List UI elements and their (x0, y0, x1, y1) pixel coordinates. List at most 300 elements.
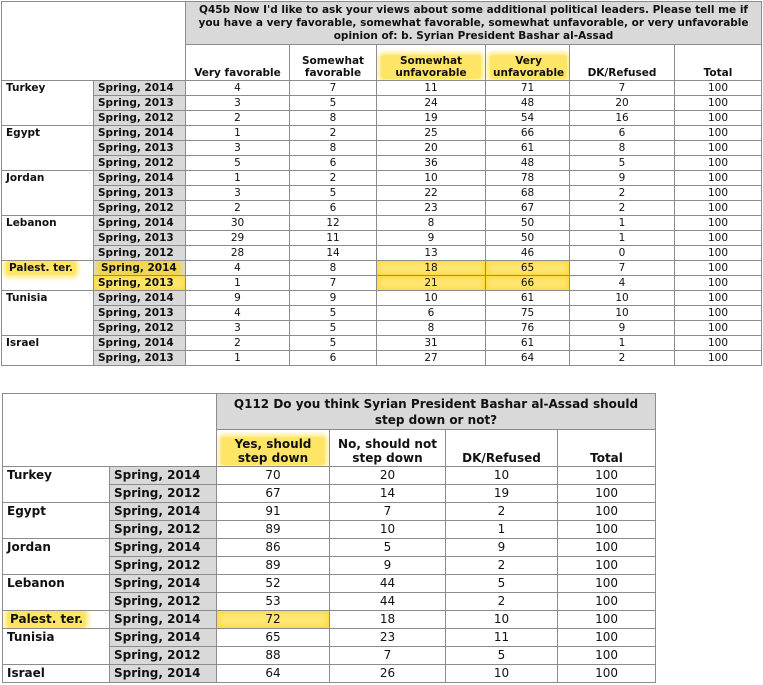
value-cell: 9 (446, 539, 558, 557)
survey-wave (94, 321, 186, 336)
country-label (3, 539, 110, 575)
survey-wave-label: Spring, 2012 (114, 594, 201, 608)
value-cell: 23 (377, 201, 486, 216)
value-cell: 70 (217, 467, 330, 485)
value-cell: 100 (675, 201, 762, 216)
table-row (2, 216, 762, 231)
value-cell: 5 (570, 156, 675, 171)
country-name: Lebanon (6, 217, 57, 229)
value-cell: 8 (290, 111, 377, 126)
value-cell: 4 (570, 276, 675, 291)
value-cell: 100 (675, 81, 762, 96)
table-row (2, 186, 762, 201)
survey-wave (110, 647, 217, 665)
table-row (2, 141, 762, 156)
value-cell: 100 (675, 96, 762, 111)
value-cell: 7 (570, 261, 675, 276)
question-text: Q45b Now I'd like to ask your views about some additional political leaders. Please tell me if you have a very favorable, somewhat favorable, somewhat unfavorable, or very unfavorable opinion of: b. Syrian President Bashar al-Assad (186, 2, 762, 45)
survey-wave-label: Spring, 2014 (114, 468, 201, 482)
survey-wave-label: Spring, 2013 (98, 142, 174, 154)
column-header-label: Very unfavorable (490, 55, 567, 79)
country-label (2, 81, 94, 126)
survey-wave-label: Spring, 2012 (114, 558, 201, 572)
value-cell: 2 (290, 171, 377, 186)
value-cell: 5 (290, 306, 377, 321)
value-cell: 89 (217, 557, 330, 575)
question-row (3, 394, 656, 430)
value-cell: 65 (217, 629, 330, 647)
value-cell: 89 (217, 521, 330, 539)
column-header (675, 45, 762, 81)
value-cell: 11 (377, 81, 486, 96)
value-cell: 5 (186, 156, 290, 171)
value-cell: 5 (446, 647, 558, 665)
value-cell: 71 (486, 81, 570, 96)
column-header-label: Total (703, 67, 733, 79)
value-cell: 44 (330, 575, 446, 593)
survey-wave (94, 231, 186, 246)
value-cell: 0 (570, 246, 675, 261)
value-cell: 36 (377, 156, 486, 171)
value-cell: 2 (186, 201, 290, 216)
value-cell: 50 (486, 231, 570, 246)
table-row (2, 126, 762, 141)
survey-wave-label: Spring, 2012 (114, 648, 201, 662)
survey-wave (110, 503, 217, 521)
table-row (2, 81, 762, 96)
value-cell: 8 (377, 321, 486, 336)
survey-wave-label: Spring, 2014 (114, 612, 201, 626)
value-cell: 9 (377, 231, 486, 246)
value-cell: 9 (570, 171, 675, 186)
value-cell: 75 (486, 306, 570, 321)
survey-wave-label: Spring, 2013 (98, 352, 174, 364)
survey-wave-label: Spring, 2013 (98, 232, 174, 244)
value-cell: 91 (217, 503, 330, 521)
country-label (3, 503, 110, 539)
value-cell: 13 (377, 246, 486, 261)
value-cell: 61 (486, 336, 570, 351)
column-header (290, 45, 377, 81)
value-cell: 4 (186, 81, 290, 96)
value-cell: 100 (558, 593, 656, 611)
value-cell: 100 (675, 246, 762, 261)
value-cell: 100 (675, 111, 762, 126)
value-cell: 64 (486, 351, 570, 366)
survey-wave-label: Spring, 2014 (114, 666, 201, 680)
value-cell: 10 (446, 665, 558, 683)
survey-wave (94, 171, 186, 186)
country-name: Tunisia (6, 292, 48, 304)
value-cell: 100 (558, 521, 656, 539)
value-cell: 66 (486, 276, 570, 291)
value-cell: 26 (330, 665, 446, 683)
value-cell: 1 (570, 336, 675, 351)
table-row (3, 503, 656, 521)
value-cell: 1 (186, 276, 290, 291)
value-cell: 68 (486, 186, 570, 201)
value-cell: 20 (377, 141, 486, 156)
value-cell: 100 (558, 503, 656, 521)
value-cell: 64 (217, 665, 330, 683)
value-cell: 100 (675, 186, 762, 201)
value-cell: 2 (570, 201, 675, 216)
column-header (330, 430, 446, 467)
country-label (2, 126, 94, 171)
table-row (3, 665, 656, 683)
value-cell: 10 (446, 611, 558, 629)
value-cell: 100 (675, 321, 762, 336)
value-cell: 25 (377, 126, 486, 141)
survey-wave-label: Spring, 2012 (114, 522, 201, 536)
value-cell: 9 (290, 291, 377, 306)
survey-wave-label: Spring, 2014 (98, 292, 174, 304)
value-cell: 12 (290, 216, 377, 231)
country-name: Egypt (7, 504, 46, 518)
value-cell: 1 (186, 351, 290, 366)
value-cell: 5 (290, 336, 377, 351)
value-cell: 19 (446, 485, 558, 503)
value-cell: 6 (290, 201, 377, 216)
value-cell: 7 (290, 81, 377, 96)
survey-wave (94, 81, 186, 96)
country-label (2, 216, 94, 261)
country-label (3, 611, 110, 629)
survey-wave-label: Spring, 2014 (98, 261, 180, 275)
value-cell: 9 (570, 321, 675, 336)
value-cell: 3 (186, 186, 290, 201)
survey-wave-label: Spring, 2014 (98, 82, 174, 94)
column-header-label: Very favorable (194, 67, 281, 79)
value-cell: 7 (330, 647, 446, 665)
survey-wave-label: Spring, 2012 (98, 112, 174, 124)
assad-favorability-table (1, 1, 762, 366)
value-cell: 5 (290, 96, 377, 111)
value-cell: 2 (446, 593, 558, 611)
table-row (3, 575, 656, 593)
value-cell: 100 (675, 231, 762, 246)
value-cell: 10 (330, 521, 446, 539)
country-label (2, 171, 94, 216)
table-row (2, 171, 762, 186)
survey-wave (110, 557, 217, 575)
value-cell: 6 (290, 156, 377, 171)
country-label (3, 575, 110, 611)
value-cell: 100 (675, 141, 762, 156)
value-cell: 100 (558, 647, 656, 665)
table-row (3, 629, 656, 647)
value-cell: 6 (570, 126, 675, 141)
value-cell: 7 (570, 81, 675, 96)
value-cell: 67 (486, 201, 570, 216)
value-cell: 100 (675, 351, 762, 366)
country-name: Palest. ter. (6, 261, 76, 275)
table-row (2, 246, 762, 261)
survey-wave-label: Spring, 2014 (98, 337, 174, 349)
value-cell: 20 (570, 96, 675, 111)
value-cell: 100 (558, 575, 656, 593)
country-label (3, 629, 110, 665)
value-cell: 61 (486, 291, 570, 306)
value-cell: 100 (675, 306, 762, 321)
value-cell: 46 (486, 246, 570, 261)
column-header-label: Somewhat favorable (301, 55, 365, 79)
value-cell: 28 (186, 246, 290, 261)
value-cell: 19 (377, 111, 486, 126)
value-cell: 88 (217, 647, 330, 665)
value-cell: 54 (486, 111, 570, 126)
country-name: Tunisia (7, 630, 55, 644)
value-cell: 29 (186, 231, 290, 246)
value-cell: 30 (186, 216, 290, 231)
value-cell: 1 (570, 231, 675, 246)
column-header (377, 45, 486, 81)
value-cell: 100 (558, 557, 656, 575)
value-cell: 100 (675, 126, 762, 141)
value-cell: 100 (558, 611, 656, 629)
survey-wave (110, 575, 217, 593)
value-cell: 2 (446, 557, 558, 575)
value-cell: 1 (446, 521, 558, 539)
value-cell: 100 (558, 539, 656, 557)
value-cell: 11 (290, 231, 377, 246)
value-cell: 18 (377, 261, 486, 276)
value-cell: 3 (186, 141, 290, 156)
value-cell: 100 (675, 156, 762, 171)
value-cell: 76 (486, 321, 570, 336)
survey-wave-label: Spring, 2013 (98, 277, 174, 289)
value-cell: 5 (290, 186, 377, 201)
table-row (2, 261, 762, 276)
value-cell: 1 (186, 171, 290, 186)
table-row (2, 336, 762, 351)
value-cell: 16 (570, 111, 675, 126)
value-cell: 52 (217, 575, 330, 593)
country-label (2, 291, 94, 336)
value-cell: 8 (570, 141, 675, 156)
corner-blank (3, 394, 217, 467)
survey-wave (94, 351, 186, 366)
value-cell: 20 (330, 467, 446, 485)
value-cell: 61 (486, 141, 570, 156)
value-cell: 10 (570, 306, 675, 321)
column-header-label: Yes, should step down (221, 437, 325, 465)
survey-wave-label: Spring, 2012 (98, 247, 174, 259)
value-cell: 66 (486, 126, 570, 141)
value-cell: 100 (675, 171, 762, 186)
value-cell: 100 (675, 276, 762, 291)
survey-wave-label: Spring, 2012 (98, 322, 174, 334)
country-name: Israel (7, 666, 45, 680)
value-cell: 10 (377, 171, 486, 186)
column-header (570, 45, 675, 81)
survey-wave (94, 336, 186, 351)
table-row (2, 96, 762, 111)
value-cell: 72 (217, 611, 330, 629)
survey-wave-label: Spring, 2014 (114, 630, 201, 644)
survey-wave-label: Spring, 2013 (98, 97, 174, 109)
value-cell: 10 (570, 291, 675, 306)
survey-wave (110, 485, 217, 503)
value-cell: 48 (486, 96, 570, 111)
value-cell: 2 (570, 186, 675, 201)
survey-wave (94, 216, 186, 231)
survey-wave-label: Spring, 2014 (114, 540, 201, 554)
value-cell: 100 (675, 336, 762, 351)
value-cell: 18 (330, 611, 446, 629)
value-cell: 9 (330, 557, 446, 575)
survey-wave-label: Spring, 2012 (114, 486, 201, 500)
value-cell: 2 (570, 351, 675, 366)
survey-wave-label: Spring, 2014 (98, 217, 174, 229)
value-cell: 65 (486, 261, 570, 276)
table-row (2, 351, 762, 366)
table-row (2, 291, 762, 306)
value-cell: 31 (377, 336, 486, 351)
table-row (2, 276, 762, 291)
survey-wave (94, 111, 186, 126)
survey-wave-label: Spring, 2014 (114, 504, 201, 518)
survey-wave (94, 276, 186, 291)
corner-blank (2, 2, 186, 81)
country-name: Israel (6, 337, 40, 349)
country-name: Egypt (6, 127, 41, 139)
column-header (186, 45, 290, 81)
value-cell: 14 (330, 485, 446, 503)
column-header-label: No, should not step down (338, 437, 437, 465)
table-row (2, 306, 762, 321)
survey-wave (94, 141, 186, 156)
value-cell: 1 (186, 126, 290, 141)
survey-wave (94, 126, 186, 141)
table-row (2, 231, 762, 246)
value-cell: 3 (186, 96, 290, 111)
value-cell: 86 (217, 539, 330, 557)
value-cell: 8 (290, 141, 377, 156)
value-cell: 100 (558, 485, 656, 503)
survey-wave-label: Spring, 2014 (98, 172, 174, 184)
country-name: Turkey (6, 82, 46, 94)
value-cell: 14 (290, 246, 377, 261)
survey-wave (94, 291, 186, 306)
survey-wave (94, 246, 186, 261)
column-header-label: Total (590, 451, 623, 465)
value-cell: 3 (186, 321, 290, 336)
survey-wave (94, 201, 186, 216)
column-header-label: Somewhat unfavorable (381, 55, 481, 79)
survey-wave (110, 521, 217, 539)
value-cell: 48 (486, 156, 570, 171)
column-header-label: DK/Refused (587, 67, 657, 79)
survey-wave (110, 629, 217, 647)
survey-wave (94, 186, 186, 201)
value-cell: 67 (217, 485, 330, 503)
value-cell: 2 (290, 126, 377, 141)
value-cell: 5 (330, 539, 446, 557)
question-row (2, 2, 762, 45)
country-label (2, 261, 94, 291)
column-header-label: DK/Refused (462, 451, 541, 465)
country-name: Palest. ter. (7, 611, 86, 628)
value-cell: 100 (558, 665, 656, 683)
value-cell: 53 (217, 593, 330, 611)
survey-wave-label: Spring, 2013 (98, 307, 174, 319)
survey-wave-label: Spring, 2012 (98, 202, 174, 214)
value-cell: 24 (377, 96, 486, 111)
value-cell: 100 (675, 261, 762, 276)
value-cell: 2 (446, 503, 558, 521)
table-row (2, 321, 762, 336)
value-cell: 8 (377, 216, 486, 231)
survey-wave (94, 156, 186, 171)
value-cell: 21 (377, 276, 486, 291)
value-cell: 100 (558, 629, 656, 647)
country-name: Jordan (6, 172, 45, 184)
survey-wave (110, 611, 217, 629)
country-label (2, 336, 94, 366)
value-cell: 4 (186, 306, 290, 321)
value-cell: 6 (377, 306, 486, 321)
value-cell: 5 (446, 575, 558, 593)
value-cell: 8 (290, 261, 377, 276)
survey-wave-label: Spring, 2012 (98, 157, 174, 169)
column-header (486, 45, 570, 81)
value-cell: 11 (446, 629, 558, 647)
value-cell: 50 (486, 216, 570, 231)
value-cell: 23 (330, 629, 446, 647)
value-cell: 22 (377, 186, 486, 201)
table-row (3, 467, 656, 485)
value-cell: 5 (290, 321, 377, 336)
survey-wave (110, 539, 217, 557)
value-cell: 44 (330, 593, 446, 611)
table-row (2, 156, 762, 171)
value-cell: 9 (186, 291, 290, 306)
value-cell: 2 (186, 336, 290, 351)
survey-wave (94, 96, 186, 111)
value-cell: 10 (377, 291, 486, 306)
value-cell: 100 (558, 467, 656, 485)
country-name: Lebanon (7, 576, 65, 590)
value-cell: 2 (186, 111, 290, 126)
column-header (446, 430, 558, 467)
country-label (3, 665, 110, 683)
survey-wave (94, 261, 186, 276)
survey-wave (110, 467, 217, 485)
survey-wave (94, 306, 186, 321)
table-row (2, 111, 762, 126)
question-text: Q112 Do you think Syrian President Bashar al-Assad should step down or not? (217, 394, 656, 430)
value-cell: 4 (186, 261, 290, 276)
value-cell: 1 (570, 216, 675, 231)
survey-wave (110, 593, 217, 611)
survey-wave-label: Spring, 2014 (114, 576, 201, 590)
value-cell: 100 (675, 216, 762, 231)
value-cell: 27 (377, 351, 486, 366)
country-label (3, 467, 110, 503)
survey-wave-label: Spring, 2014 (98, 127, 174, 139)
column-header (217, 430, 330, 467)
column-header (558, 430, 656, 467)
table-row (3, 611, 656, 629)
survey-wave-label: Spring, 2013 (98, 187, 174, 199)
value-cell: 100 (675, 291, 762, 306)
value-cell: 6 (290, 351, 377, 366)
value-cell: 10 (446, 467, 558, 485)
table-row (2, 201, 762, 216)
value-cell: 78 (486, 171, 570, 186)
assad-step-down-table (2, 393, 656, 683)
